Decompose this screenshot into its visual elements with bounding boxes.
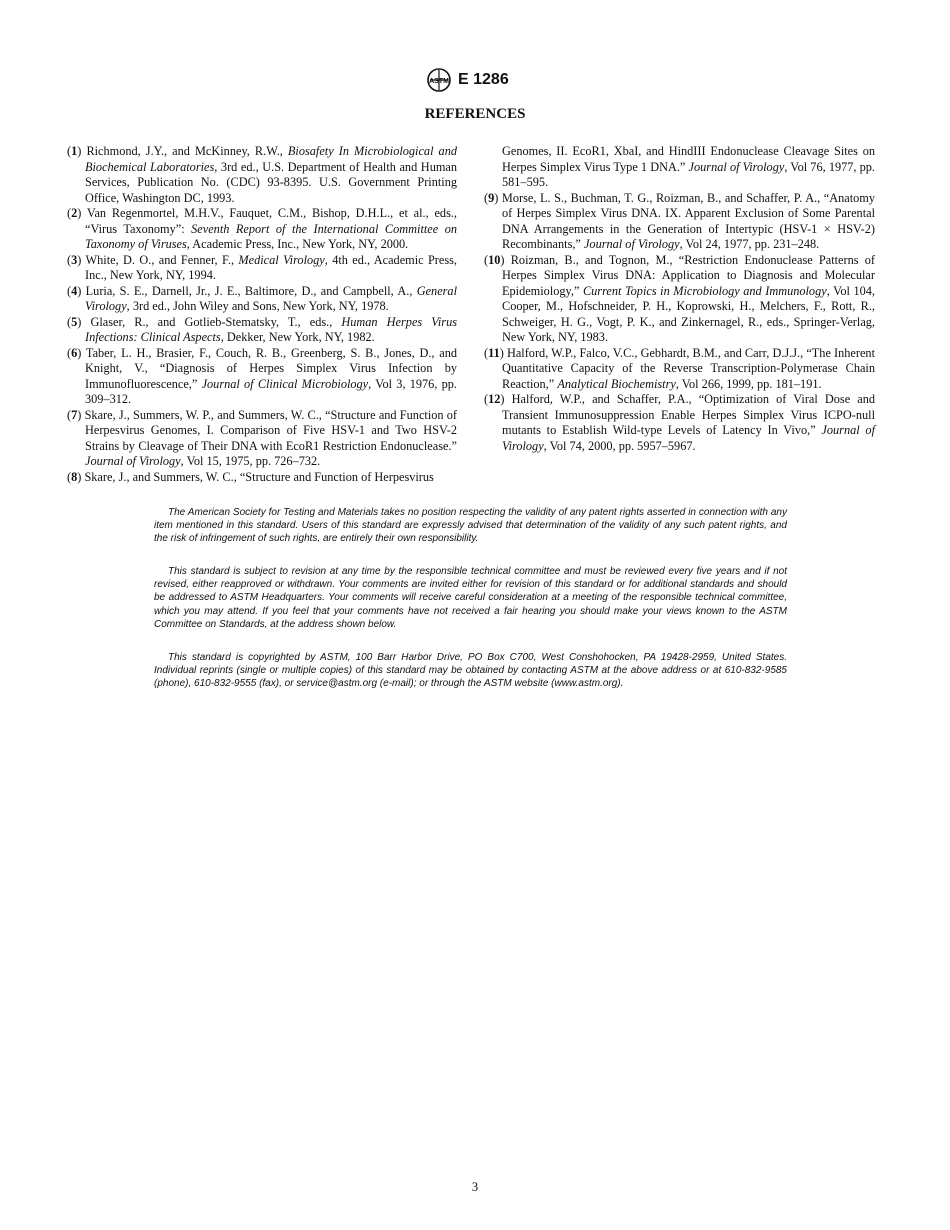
reference-title: Medical Virology	[238, 252, 325, 267]
reference-title: Current Topics in Microbiology and Immunology	[582, 283, 827, 298]
reference-title: Biosafety In Microbiological and Biochemical Laboratories	[85, 144, 458, 174]
reference-details: , Vol 3, 1976, pp. 309–312.	[85, 376, 457, 406]
reference-text: Luria, S. E., Darnell, Jr., J. E., Baltimore, D., and Campbell, A.,	[85, 283, 417, 298]
reference-details: , Vol 266, 1999, pp. 181–191.	[675, 376, 822, 391]
reference-title: Journal of Clinical Microbiology	[201, 376, 369, 391]
reference-number: (1)	[67, 144, 87, 158]
reference-details: , Vol 74, 2000, pp. 5957–5967.	[543, 438, 696, 453]
reference-text: Glaser, R., and Gotlieb-Stematsky, T., eds.,	[90, 314, 342, 329]
reference-title: Journal of Virology	[583, 237, 680, 251]
reference-number: (3)	[67, 252, 86, 267]
reference-number: (10)	[484, 252, 511, 267]
reference-details: , 3rd ed., U.S. Department of Health and Human Services, Publication No. (CDC) 93-8395. U.S. Government Printing Office, Washington DC, 1993.	[85, 159, 458, 205]
reference-entry	[67, 253, 457, 284]
reference-number: (9)	[484, 190, 502, 205]
standard-designation: E 1286	[458, 71, 509, 88]
reference-number: (2)	[67, 206, 87, 220]
reference-details: , Vol 24, 1977, pp. 231–248.	[679, 237, 820, 251]
reference-number: (11)	[484, 345, 507, 360]
reference-entry	[484, 253, 875, 346]
reference-number: (12)	[484, 392, 512, 406]
reference-text: Richmond, J.Y., and McKinney, R.W.,	[86, 144, 288, 158]
reference-text: Roizman, B., and Tognon, M., “Restriction Endonuclease Patterns of Herpes Simplex Virus DNA: Application to Diagnosis and Molecular Epidemiology,”	[502, 252, 875, 298]
page-number: 3	[471, 1180, 479, 1194]
reference-text: Genomes, II. EcoR1, XbaI, and HindIII Endonuclease Cleavage Sites on Herpes Simplex Virus Type 1 DNA.”	[502, 144, 875, 174]
reference-details: , 3rd ed., John Wiley and Sons, New York, NY, 1978.	[126, 299, 389, 313]
reference-title: Analytical Biochemistry	[557, 376, 676, 391]
reference-text: Skare, J., and Summers, W. C., “Structure and Function of Herpesvirus	[84, 469, 434, 484]
reference-details: , 4th ed., Academic Press, Inc., New York, NY, 1994.	[85, 252, 458, 282]
reference-entry	[67, 408, 457, 470]
references-heading: REFERENCES	[424, 106, 526, 122]
patent-notice: The American Society for Testing and Materials takes no position respecting the validity of any patent rights asserted in connection with any item mentioned in this standard. Users of this standard are expressly advised that determination of the validity of any such patent rights, and the risk of infringement of such rights, are entirely their own responsibility.	[154, 507, 787, 545]
reference-entry	[67, 346, 457, 408]
reference-title: General Virology	[85, 283, 457, 313]
reference-number: (5)	[67, 314, 91, 329]
reference-entry	[484, 144, 875, 191]
logo-lettering: ASTM	[429, 78, 449, 85]
reference-text: Halford, W.P., and Schaffer, P.A., “Optimization of Viral Dose and Transient Immunosuppression Enable Herpes Simplex Virus ICPO-null mutants to Establish Wild-type Levels of Latency In Vivo,”	[502, 392, 876, 437]
reference-title: Journal of Virology	[688, 159, 785, 174]
reference-text: Halford, W.P., Falco, V.C., Gebhardt, B.M., and Carr, D.J.J., “The Inherent Quantitative Capacity of the Reverse Transcription-Polymerase Chain Reaction,”	[502, 345, 875, 391]
reference-entry	[484, 392, 875, 454]
astm-logo	[426, 68, 452, 92]
reference-details: , Dekker, New York, NY, 1982.	[220, 330, 375, 344]
reference-text: White, D. O., and Fenner, F.,	[85, 252, 239, 267]
revision-notice: This standard is subject to revision at any time by the responsible technical committee and must be reviewed every five years and if not revised, either reapproved or withdrawn. Your comments are invited either for revision of this standard or for additional standards and should be addressed to ASTM Headquarters. Your comments will receive careful consideration at a meeting of the responsible technical committee, which you may attend. If you feel that your comments have not received a fair hearing you should make your views known to the ASTM Committee on Standards, at the address shown below.	[154, 566, 787, 630]
reference-number: (7)	[67, 407, 85, 422]
reference-number: (4)	[67, 283, 86, 298]
reference-entry	[484, 191, 875, 253]
reference-title: Seventh Report of the International Committee on Taxonomy of Viruses	[85, 221, 457, 251]
reference-details: , Vol 15, 1975, pp. 726–732.	[180, 454, 321, 468]
reference-title: Journal of Virology	[85, 454, 181, 468]
reference-title: Journal of Virology	[502, 423, 875, 453]
reference-text: Morse, L. S., Buchman, T. G., Roizman, B., and Schaffer, P. A., “Anatomy of Herpes Simplex Virus DNA. IX. Apparent Exclusion of Some Parental DNA Arrangements in the Generation of Intertypic (HSV-1 × HSV-2) Recombinants,”	[501, 190, 875, 251]
reference-text: Van Regenmortel, M.H.V., Fauquet, C.M., Bishop, D.H.L., et al., eds., “Virus Taxonomy”:	[85, 206, 458, 236]
reference-text: Taber, L. H., Brasier, F., Couch, R. B., Greenberg, S. B., Jones, D., and Knight, V., “Diagnosis of Herpes Simplex Virus Infection by Immunofluorescence,”	[85, 345, 458, 391]
reference-text: Skare, J., Summers, W. P., and Summers, W. C., “Structure and Function of Herpesvirus Genomes, I. Comparison of Five HSV-1 and Two HSV-2 Strains by Cleavage of Their DNA with EcoR1 Restriction Endonuclease.”	[84, 407, 457, 453]
reference-entry	[67, 470, 457, 486]
references-left-column	[67, 144, 457, 485]
document-header	[0, 68, 950, 92]
reference-details: , Academic Press, Inc., New York, NY, 2000.	[186, 237, 409, 251]
reference-number: (6)	[67, 345, 86, 360]
reference-title: Human Herpes Virus Infections: Clinical Aspects	[85, 314, 458, 344]
reference-entry	[67, 206, 457, 253]
references-right-column	[484, 144, 875, 454]
reference-number: (8)	[67, 469, 85, 484]
copyright-notice: This standard is copyrighted by ASTM, 100 Barr Harbor Drive, PO Box C700, West Conshohocken, PA 19428-2959, United States. Individual reprints (single or multiple copies) of this standard may be obtained by contacting ASTM at the above address or at 610-832-9585 (phone), 610-832-9555 (fax), or service@astm.org (e-mail); or through the ASTM website (www.astm.org).	[154, 652, 787, 690]
reference-details: , Vol 76, 1977, pp. 581–595.	[502, 159, 875, 189]
reference-entry	[67, 144, 457, 206]
reference-entry	[67, 284, 457, 315]
reference-entry	[67, 315, 457, 346]
reference-details: , Vol 104, Cooper, M., Hofschneider, P. H., Koprowski, H., Melchers, F., Rott, R., Schweiger, H. G., Vogt, P. K., and Zinkernagel, R., eds., Springer-Verlag, New York, NY, 1983.	[502, 283, 875, 344]
reference-entry	[484, 346, 875, 393]
